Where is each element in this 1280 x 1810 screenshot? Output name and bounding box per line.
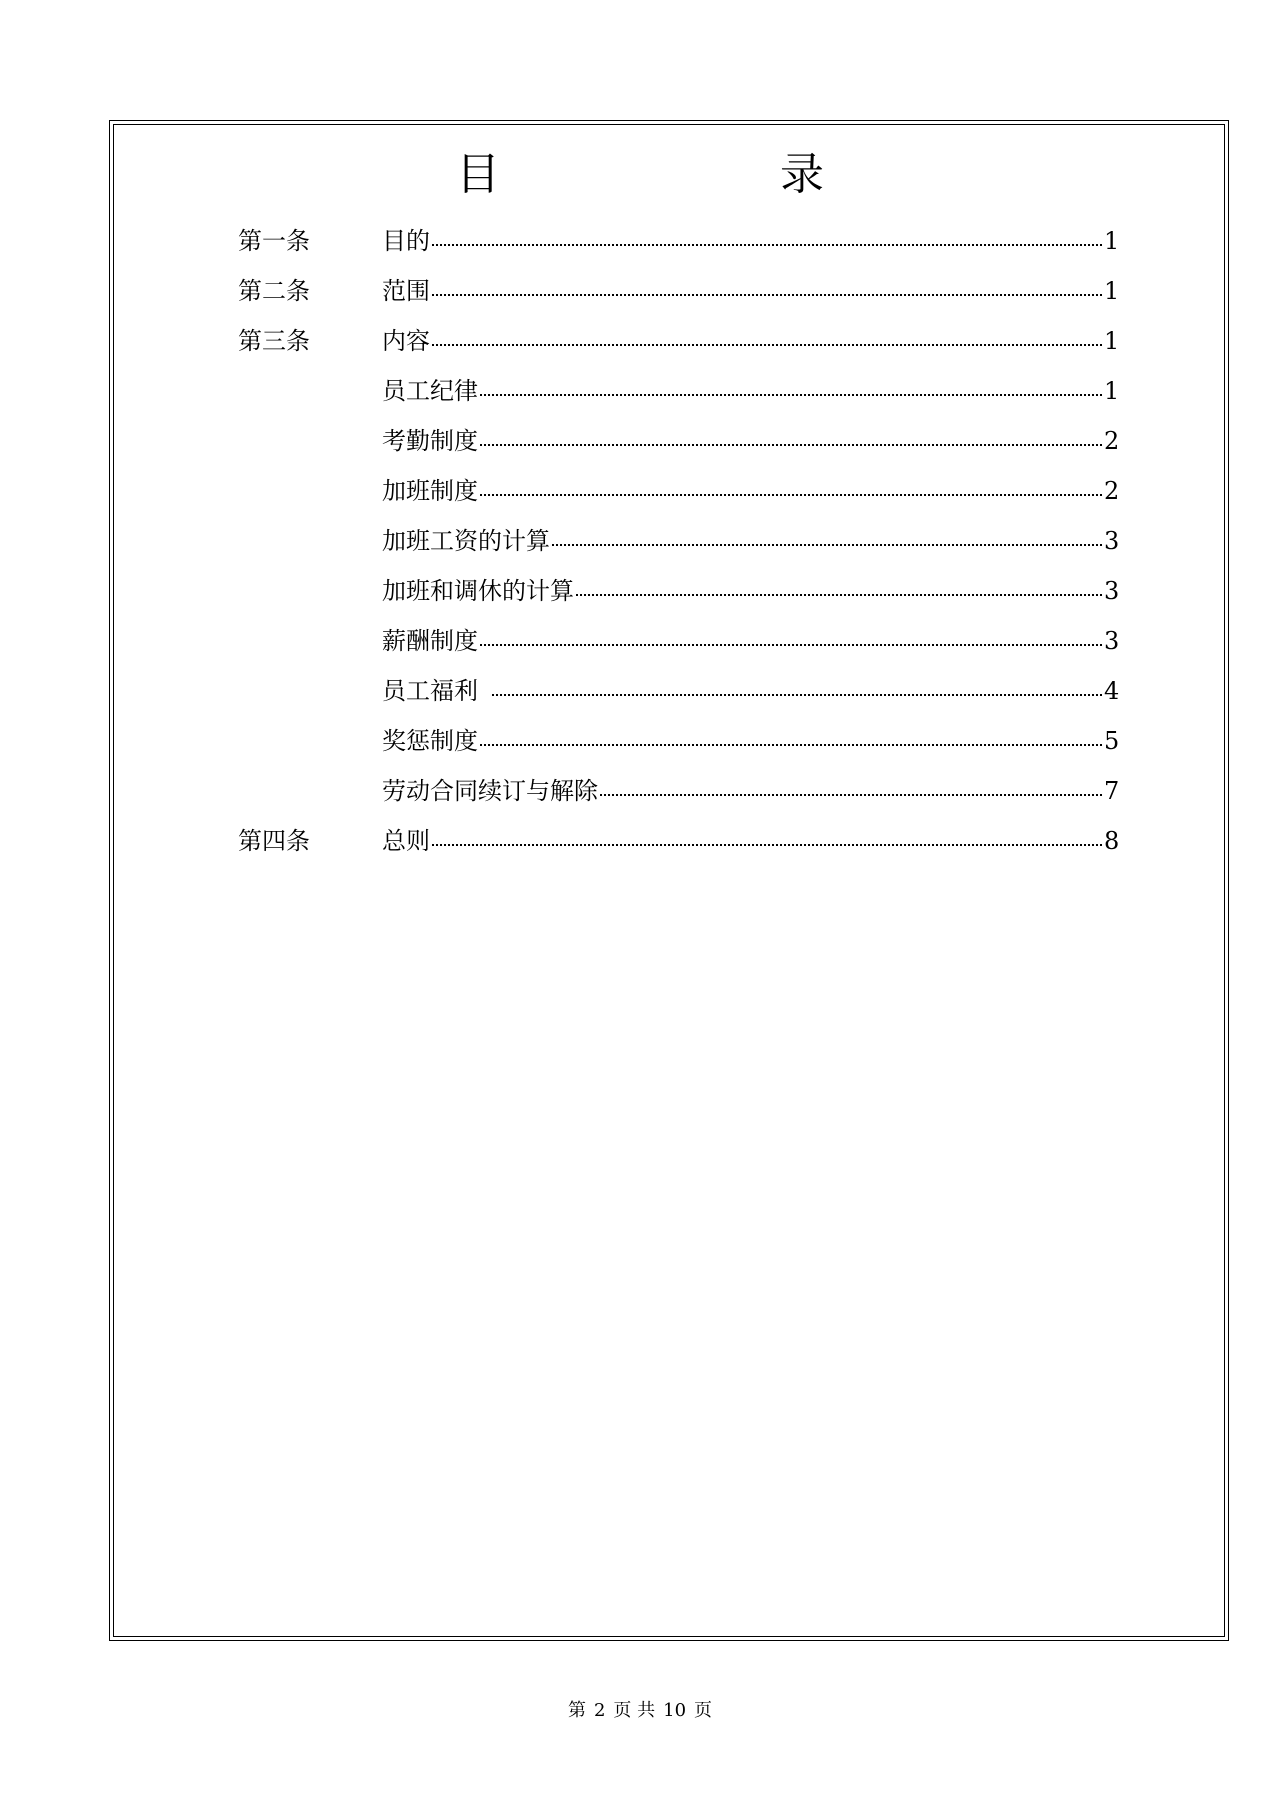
toc-leader [480, 394, 1102, 396]
toc-entry [382, 776, 1118, 806]
page-footer [0, 1699, 1280, 1723]
toc-entry [382, 676, 1118, 706]
toc-label: 加班和调休的计算 [382, 577, 574, 605]
toc-page-number: 3 [1104, 527, 1120, 555]
toc-label: 加班工资的计算 [382, 527, 550, 555]
toc-label: 劳动合同续订与解除 [382, 777, 598, 805]
toc-leader [480, 644, 1102, 646]
toc-article: 第四条 [238, 827, 310, 855]
toc-row[interactable] [0, 520, 1280, 560]
toc-row[interactable] [0, 820, 1280, 860]
toc-leader [432, 294, 1102, 296]
toc-label: 总则 [382, 827, 430, 855]
toc-row[interactable] [0, 320, 1280, 360]
toc-page-number: 4 [1104, 677, 1120, 705]
toc-page-number: 5 [1104, 727, 1120, 755]
toc-label: 员工纪律 [382, 377, 478, 405]
toc-leader [432, 344, 1102, 346]
toc-row[interactable] [0, 270, 1280, 310]
toc-row[interactable] [0, 670, 1280, 710]
toc-page-number: 2 [1104, 427, 1120, 455]
toc-entry [382, 526, 1118, 556]
toc-row[interactable] [0, 620, 1280, 660]
toc-page-number: 7 [1104, 777, 1120, 805]
footer-total-pages: 10 [663, 1700, 687, 1721]
toc-label: 考勤制度 [382, 427, 478, 455]
toc-article: 第二条 [238, 277, 310, 305]
toc-row[interactable] [0, 770, 1280, 810]
toc-title: 目 录 [456, 149, 888, 200]
toc-leader [492, 694, 1102, 696]
toc-entry [382, 426, 1118, 456]
toc-row[interactable] [0, 720, 1280, 760]
footer-current-page: 2 [593, 1700, 606, 1721]
toc-label: 奖惩制度 [382, 727, 478, 755]
toc-label: 加班制度 [382, 477, 478, 505]
toc-page-number: 8 [1104, 827, 1120, 855]
toc-article: 第一条 [238, 227, 310, 255]
toc-leader [432, 844, 1102, 846]
toc-row[interactable] [0, 570, 1280, 610]
toc-entry [382, 726, 1118, 756]
toc-label: 薪酬制度 [382, 627, 478, 655]
toc-page-number: 1 [1104, 327, 1120, 355]
toc-page-number: 1 [1104, 277, 1120, 305]
toc-label: 范围 [382, 277, 430, 305]
toc-entry [382, 226, 1118, 256]
toc-page-number: 3 [1104, 627, 1120, 655]
toc-page-number: 1 [1104, 377, 1120, 405]
footer-suffix: 页 [694, 1700, 713, 1721]
toc-leader [552, 544, 1102, 546]
footer-middle: 页 共 [613, 1700, 656, 1721]
toc-leader [576, 594, 1102, 596]
toc-leader [480, 444, 1102, 446]
toc-entry [382, 626, 1118, 656]
toc-page-number: 1 [1104, 227, 1120, 255]
toc-row[interactable] [0, 220, 1280, 260]
toc-entry [382, 476, 1118, 506]
toc-page-number: 3 [1104, 577, 1120, 605]
toc-entry [382, 276, 1118, 306]
toc-entry [382, 576, 1118, 606]
toc-entry [382, 326, 1118, 356]
toc-leader [600, 794, 1102, 796]
toc-leader [432, 244, 1102, 246]
toc-row[interactable] [0, 420, 1280, 460]
toc-entry [382, 826, 1118, 856]
toc-row[interactable] [0, 470, 1280, 510]
toc-label: 内容 [382, 327, 430, 355]
toc-entry [382, 376, 1118, 406]
toc-row[interactable] [0, 370, 1280, 410]
toc-leader [480, 744, 1102, 746]
toc-label: 目的 [382, 227, 430, 255]
toc-article: 第三条 [238, 327, 310, 355]
toc-page-number: 2 [1104, 477, 1120, 505]
toc-leader [480, 494, 1102, 496]
footer-prefix: 第 [567, 1700, 586, 1721]
toc-label: 员工福利 [382, 677, 478, 705]
